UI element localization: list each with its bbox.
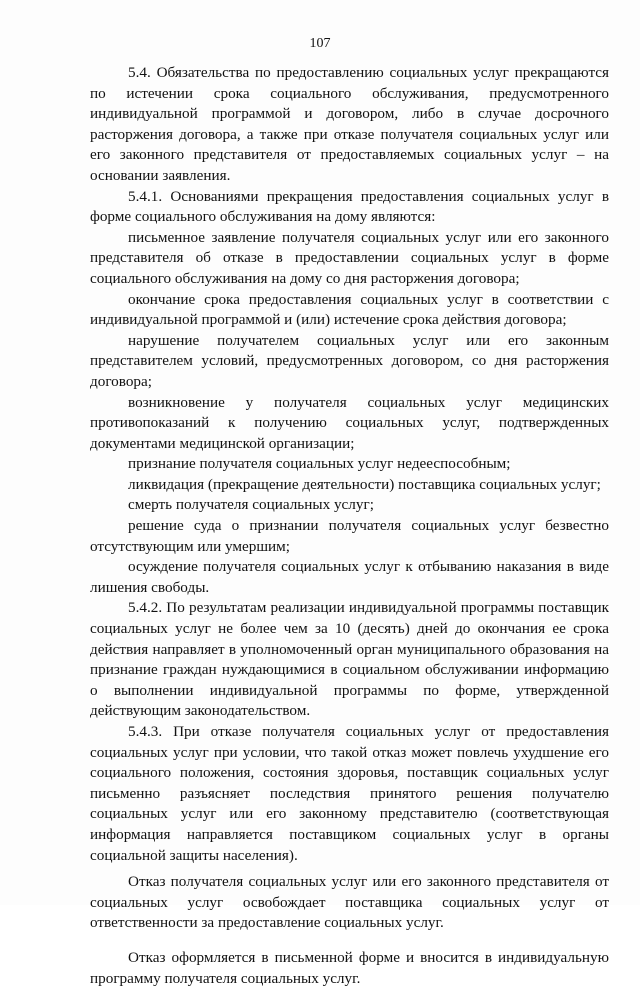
- list-item-death: смерть получателя социальных услуг;: [128, 496, 374, 514]
- list-item-contract-violation: нарушение получателем социальных услуг или его законным представителем условий, предусмотренных договором, со дня расторжения договора;: [90, 331, 609, 390]
- list-item-term-expiry: окончание срока предоставления социальных услуг в соответствии с индивидуальной программой и (или) истечение срока действия договора;: [90, 290, 609, 329]
- list-item-provider-liquidation: ликвидация (прекращение деятельности) поставщика социальных услуг;: [128, 475, 601, 493]
- paragraph-5-4-1: 5.4.1. Основаниями прекращения предоставления социальных услуг в форме социального обслуживания на дому являются:: [90, 187, 609, 226]
- list-item-imprisonment: осуждение получателя социальных услуг к отбыванию наказания в виде лишения свободы.: [90, 558, 609, 596]
- paragraph-5-4: 5.4. Обязательства по предоставлению социальных услуг прекращаются по истечении срока социального обслуживания, предусмотренного индивидуальной программой и договором, либо в случае досрочного расторжения договора, а также при отказе получателя социальных услуг или его законного представителя от предоставляемых социальных услуг – на основании заявления.: [90, 64, 609, 184]
- page-number: 107: [309, 36, 331, 51]
- paragraph-5-4-3: 5.4.3. При отказе получателя социальных услуг от предоставления социальных услуг при условии, что такой отказ может повлечь ухудшение его социального положения, состояния здоровья, поставщик социальных услуг письменно разъясняет последствия принятого решения получателю социальных услуг или его законному представителю (соответствующая информация направляется поставщиком социальных услуг в органы социальной защиты населения).: [90, 723, 609, 864]
- document-body: [90, 63, 609, 989]
- list-item-incapacity: признание получателя социальных услуг недееспособным;: [128, 455, 511, 473]
- list-item-medical-contraindications: возникновение у получателя социальных услуг медицинских противопоказаний к получению социальных услуг, подтвержденных документами медицинской организации;: [90, 393, 609, 452]
- list-item-court-decision: решение суда о признании получателя социальных услуг безвестно отсутствующим или умершим;: [90, 517, 609, 555]
- list-item-written-application: письменное заявление получателя социальных услуг или его законного представителя об отказе в предоставлении социальных услуг в форме социального обслуживания на дому со дня расторжения договора;: [90, 228, 609, 287]
- paragraph-refusal-release: Отказ получателя социальных услуг или его законного представителя от социальных услуг освобождает поставщика социальных услуг от ответственности за предоставление социальных услуг.: [90, 873, 609, 932]
- paragraph-5-4-2: 5.4.2. По результатам реализации индивидуальной программы поставщик социальных услуг не более чем за 10 (десять) дней до окончания ее срока действия направляет в уполномоченный орган муниципального образования на признание граждан нуждающимися в социальном обслуживании информацию о выполнении индивидуальной программы по форме, утвержденной действующим законодательством.: [90, 599, 609, 720]
- paragraph-refusal-form: Отказ оформляется в письменной форме и вносится в индивидуальную программу получателя социальных услуг.: [90, 948, 609, 987]
